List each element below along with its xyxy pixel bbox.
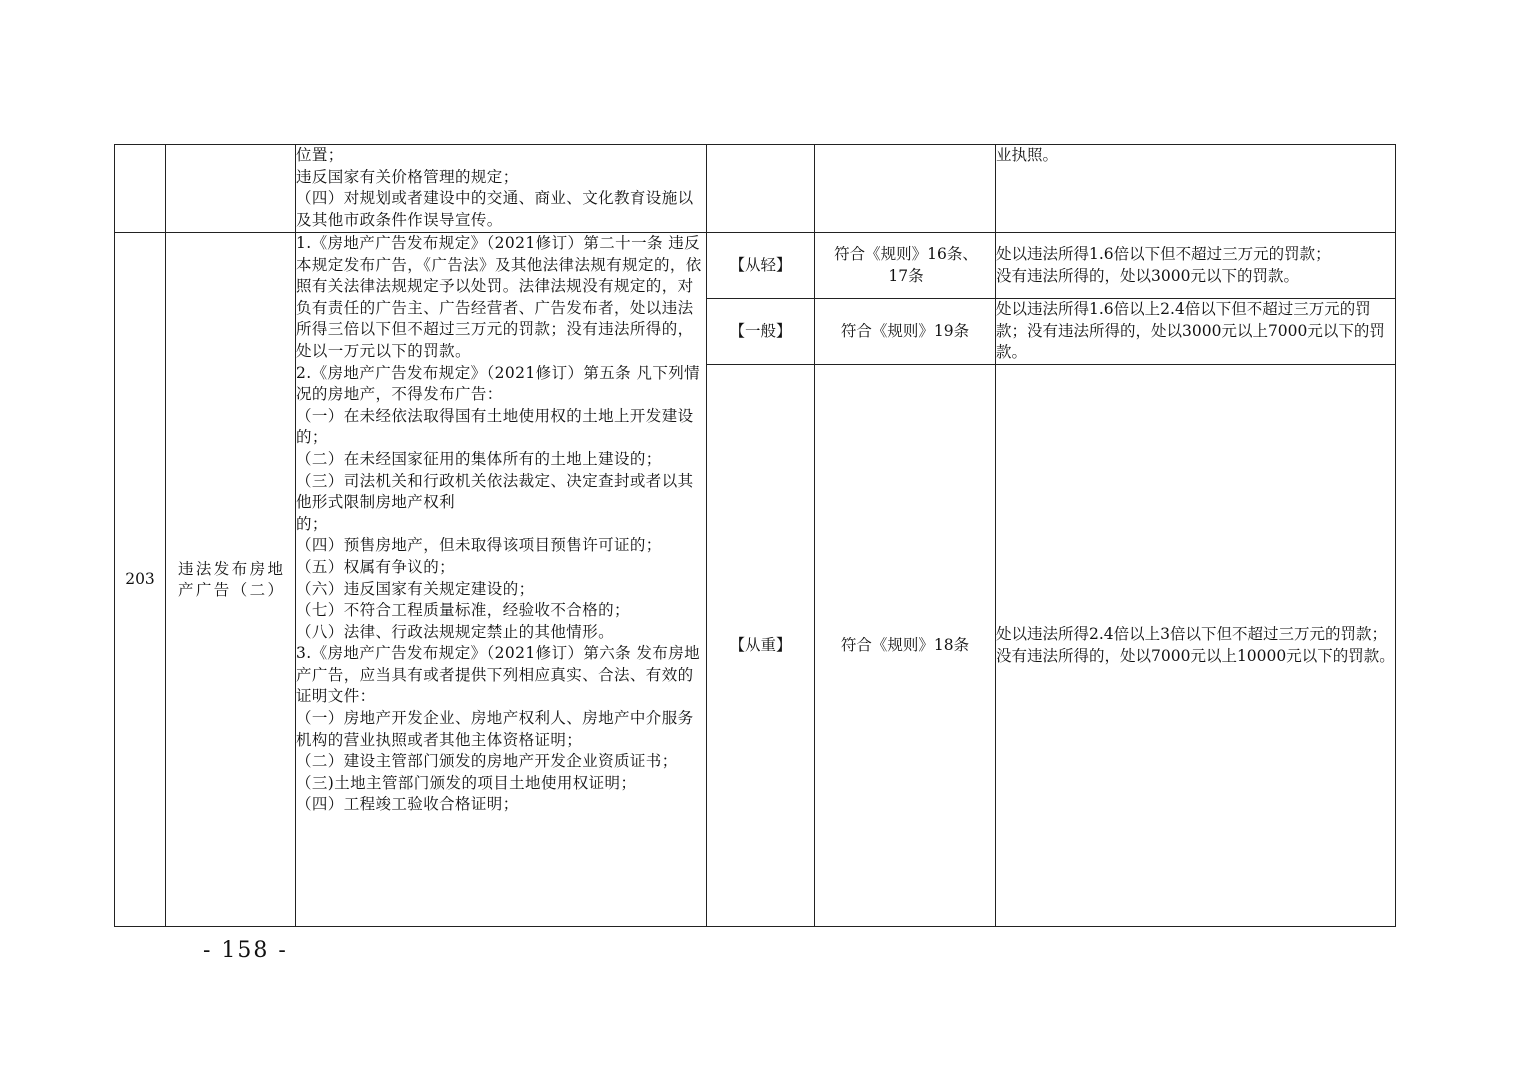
penalty-standard-table: [114, 144, 1396, 927]
violation-name: 违法发布房地产广告（二）: [178, 559, 283, 599]
level-heavy-basis: 符合《规则》18条: [815, 365, 996, 927]
level-normal-basis: 符合《规则》19条: [815, 299, 996, 365]
violation-name-cell: [166, 233, 296, 927]
level-light-basis: 符合《规则》16条、17条: [815, 233, 996, 299]
item-number: 203: [115, 233, 166, 927]
table-row-level-light: [115, 233, 1396, 299]
number-cell-empty: [115, 145, 166, 233]
level-normal-label: 【一般】: [707, 299, 815, 365]
violation-name-cell-empty: [166, 145, 296, 233]
basis-cell-empty: [815, 145, 996, 233]
level-heavy-label: 【从重】: [707, 365, 815, 927]
law-basis-text: 1.《房地产广告发布规定》（2021修订）第二十一条 违反本规定发布广告，《广告法》及其他法律法规有规定的，依照有关法律法规规定予以处罚。法律法规没有规定的，对负有责任的广告主、广告经营者、广告发布者，处以违法所得三倍以下但不超过三万元的罚款；没有违法所得的，处以一万元以下的罚款。 2.《房地产广告发布规定》（2021修订）第五条 凡下列情况的房地产，不得发布广告： （一）在未经依法取得国有土地使用权的土地上开发建设的； （二）在未经国家征用的集体所有的土地上建设的； （三）司法机关和行政机关依法裁定、决定查封或者以其他形式限制房地产权利 的； （四）预售房地产，但未取得该项目预售许可证的； （五）权属有争议的； （六）违反国家有关规定建设的； （七）不符合工程质量标准，经验收不合格的； （八）法律、行政法规规定禁止的其他情形。 3.《房地产广告发布规定》（2021修订）第六条 发布房地产广告，应当具有或者提供下列相应真实、合法、有效的证明文件： （一）房地产开发企业、房地产权利人、房地产中介服务机构的营业执照或者其他主体资格证明； （二）建设主管部门颁发的房地产开发企业资质证书； （三)土地主管部门颁发的项目土地使用权证明； （四）工程竣工验收合格证明；: [296, 233, 707, 927]
page-number: - 158 -: [203, 938, 288, 963]
penalty-text-continued: 业执照。: [996, 145, 1396, 233]
level-normal-penalty: 处以违法所得1.6倍以上2.4倍以下但不超过三万元的罚款；没有违法所得的，处以3000元以上7000元以下的罚款。: [996, 299, 1396, 365]
level-light-label: 【从轻】: [707, 233, 815, 299]
level-light-penalty: 处以违法所得1.6倍以下但不超过三万元的罚款； 没有违法所得的，处以3000元以下的罚款。: [996, 233, 1396, 299]
level-heavy-penalty: 处以违法所得2.4倍以上3倍以下但不超过三万元的罚款； 没有违法所得的，处以7000元以上10000元以下的罚款。: [996, 365, 1396, 927]
table-row-continued: [115, 145, 1396, 233]
level-cell-empty: [707, 145, 815, 233]
law-text-continued: 位置； 违反国家有关价格管理的规定； （四）对规划或者建设中的交通、商业、文化教育设施以及其他市政条件作误导宣传。: [296, 145, 707, 233]
